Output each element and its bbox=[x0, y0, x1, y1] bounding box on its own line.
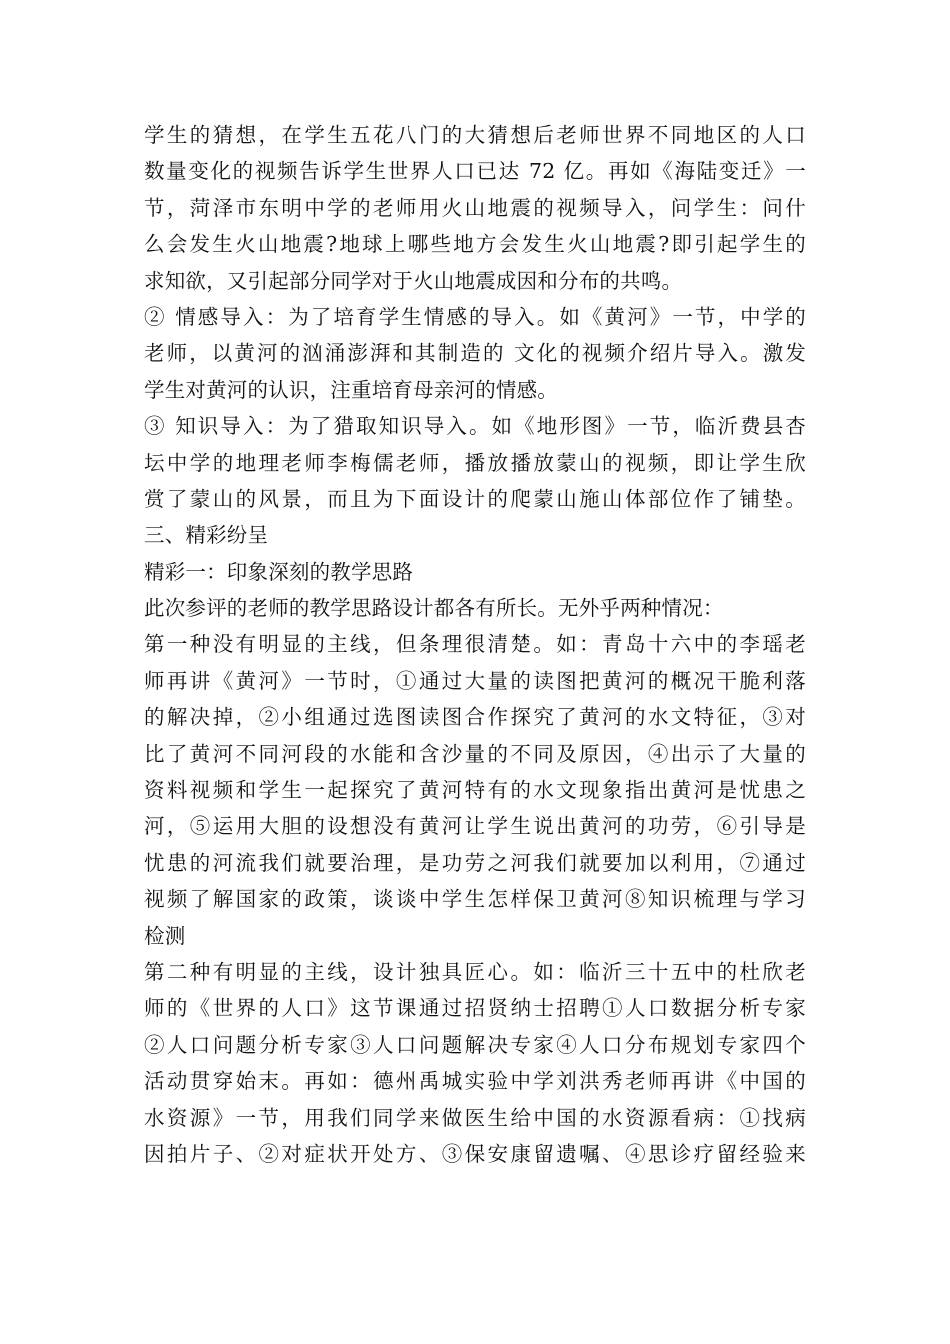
text-line: 赏了蒙山的风景，而且为下面设计的爬蒙山施山体部位作了铺垫。 bbox=[144, 486, 806, 511]
text-line: 老师，以黄河的汹涌澎湃和其制造的 文化的视频介绍片导入。激发 bbox=[144, 341, 806, 366]
text-line: 此次参评的老师的教学思路设计都各有所长。无外乎两种情况： bbox=[144, 596, 724, 621]
text-line: 的解决掉，②小组通过选图读图合作探究了黄河的水文特征，③对 bbox=[144, 705, 806, 730]
text-line: 师再讲《黄河》一节时，①通过大量的读图把黄河的概况干脆利落 bbox=[144, 668, 806, 693]
text-line: 三、精彩纷呈 bbox=[144, 523, 269, 548]
text-line: 精彩一：印象深刻的教学思路 bbox=[144, 559, 414, 584]
text-line: 水资源》一节，用我们同学来做医生给中国的水资源看病：①找病 bbox=[144, 1105, 806, 1130]
text-line: 么会发生火山地震?地球上哪些地方会发生火山地震?即引起学生的 bbox=[144, 232, 806, 257]
text-line: 检测 bbox=[144, 923, 186, 948]
text-line: 忧患的河流我们就要治理，是功劳之河我们就要加以利用，⑦通过 bbox=[144, 850, 806, 875]
text-line: 因拍片子、②对症状开处方、③保安康留遗嘱、④思诊疗留经验来 bbox=[144, 1141, 806, 1166]
text-line: 第二种有明显的主线，设计独具匠心。如：临沂三十五中的杜欣老 bbox=[144, 959, 806, 984]
text-line: ②人口问题分析专家③人口问题解决专家④人口分布规划专家四个 bbox=[144, 1032, 806, 1057]
text-line: 第一种没有明显的主线，但条理很清楚。如：青岛十六中的李瑶老 bbox=[144, 632, 806, 657]
text-line: 坛中学的地理老师李梅儒老师，播放播放蒙山的视频，即让学生欣 bbox=[144, 450, 806, 475]
text-line: 求知欲，又引起部分同学对于火山地震成因和分布的共鸣。 bbox=[144, 268, 683, 293]
text-line: 河，⑤运用大胆的设想没有黄河让学生说出黄河的功劳，⑥引导是 bbox=[144, 814, 806, 839]
text-line: ② 情感导入：为了培育学生情感的导入。如《黄河》一节，中学的 bbox=[144, 304, 806, 329]
text-line: 数量变化的视频告诉学生世界人口已达 72 亿。再如《海陆变迁》一 bbox=[144, 159, 806, 184]
text-line: 资料视频和学生一起探究了黄河特有的水文现象指出黄河是忧患之 bbox=[144, 778, 806, 803]
text-line: ③ 知识导入：为了猎取知识导入。如《地形图》一节，临沂费县杏 bbox=[144, 414, 806, 439]
text-line: 学生的猜想，在学生五花八门的大猜想后老师世界不同地区的人口 bbox=[144, 123, 806, 147]
text-line: 学生对黄河的认识，注重培育母亲河的情感。 bbox=[144, 377, 558, 402]
text-line: 活动贯穿始末。再如：德州禹城实验中学刘洪秀老师再讲《中国的 bbox=[144, 1069, 806, 1094]
text-line: 比了黄河不同河段的水能和含沙量的不同及原因，④出示了大量的 bbox=[144, 741, 806, 766]
text-line: 节，菏泽市东明中学的老师用火山地震的视频导入，问学生：问什 bbox=[144, 195, 806, 220]
text-line: 视频了解国家的政策，谈谈中学生怎样保卫黄河⑧知识梳理与学习 bbox=[144, 887, 806, 912]
text-line: 师的《世界的人口》这节课通过招贤纳士招聘①人口数据分析专家 bbox=[144, 996, 806, 1021]
body-text bbox=[144, 117, 806, 1172]
